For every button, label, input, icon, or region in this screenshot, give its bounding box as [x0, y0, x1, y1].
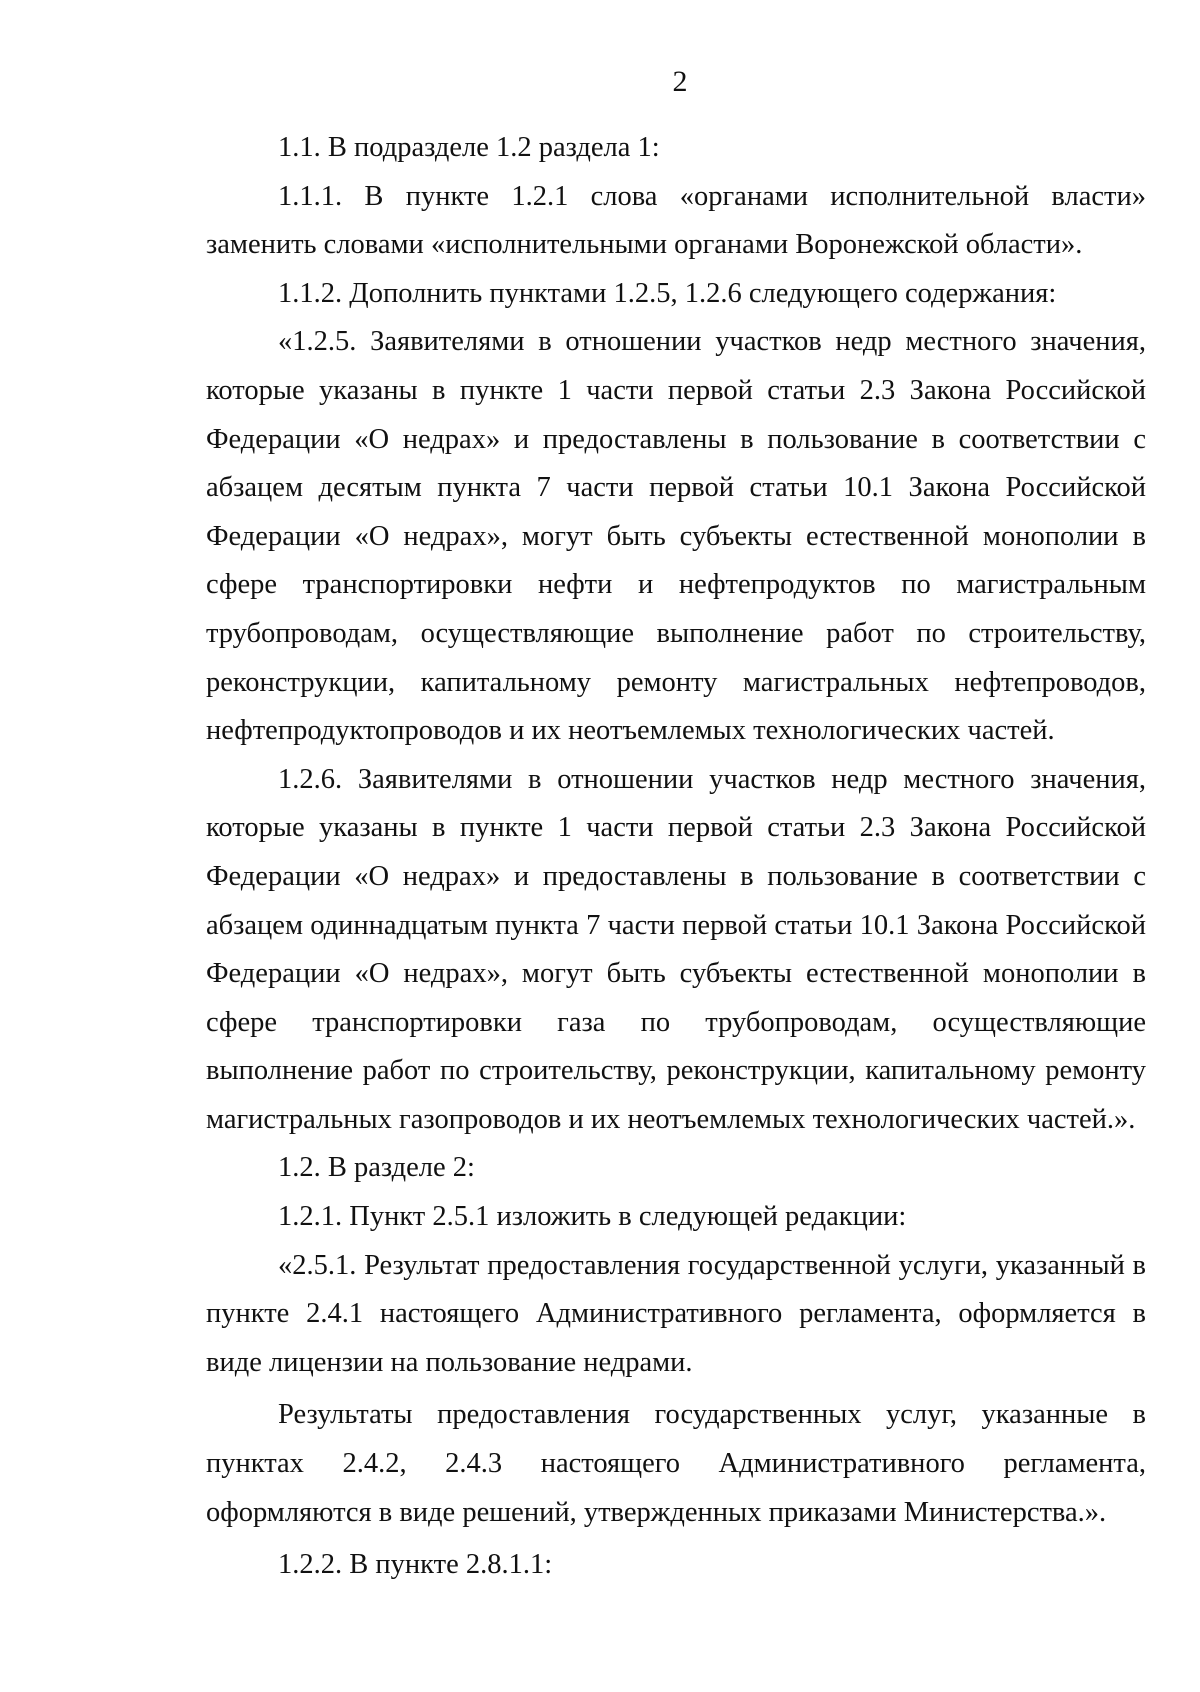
paragraph-2-5-1: «2.5.1. Результат предоставления государственной услуги, указанный в пункте 2.4.1 настоящего Административного регламента, оформляется в виде лицензии на пользование недрами.: [206, 1249, 1146, 1378]
paragraph-1-1-1: 1.1.1. В пункте 1.2.1 слова «органами исполнительной власти» заменить словами «исполнительными органами Воронежской области».: [206, 180, 1146, 261]
paragraph-1-2-6: 1.2.6. Заявителями в отношении участков недр местного значения, которые указаны в пункте 1 части первой статьи 2.3 Закона Российской Федерации «О недрах» и предоставлены в пользование в соответствии с абзацем одиннадцатым пункта 7 части первой статьи 10.1 Закона Российской Федерации «О недрах», могут быть субъекты естественной монополии в сфере транспортировки газа по трубопроводам, осуществляющие выполнение работ по строительству, реконструкции, капитальному ремонту магистральных газопроводов и их неотъемлемых технологических частей.».: [206, 763, 1146, 1135]
paragraph-1-2-5: «1.2.5. Заявителями в отношении участков недр местного значения, которые указаны в пункте 1 части первой статьи 2.3 Закона Российской Федерации «О недрах» и предоставлены в пользование в соответствии с абзацем десятым пункта 7 части первой статьи 10.1 Закона Российской Федерации «О недрах», могут быть субъекты естественной монополии в сфере транспортировки нефти и нефтепродуктов по магистральным трубопроводам, осуществляющие выполнение работ по строительству, реконструкции, капитальному ремонту магистральных нефтепроводов, нефтепродуктопроводов и их неотъемлемых технологических частей.: [206, 326, 1146, 747]
page-number: 2: [672, 65, 688, 98]
paragraph-1-1-2: 1.1.2. Дополнить пунктами 1.2.5, 1.2.6 следующего содержания:: [278, 277, 1057, 309]
document-body: [206, 124, 1146, 1590]
paragraph-1-2-1: 1.2.1. Пункт 2.5.1 изложить в следующей редакции:: [278, 1201, 907, 1233]
paragraph-1-2: 1.2. В разделе 2:: [278, 1152, 475, 1184]
paragraph-1-1: 1.1. В подразделе 1.2 раздела 1:: [278, 132, 660, 163]
paragraph-1-2-2: 1.2.2. В пункте 2.8.1.1:: [278, 1549, 553, 1581]
paragraph-results: Результаты предоставления государственных услуг, указанные в пунктах 2.4.2, 2.4.3 настоящего Административного регламента, оформляются в виде решений, утвержденных приказами Министерства.».: [206, 1399, 1146, 1528]
